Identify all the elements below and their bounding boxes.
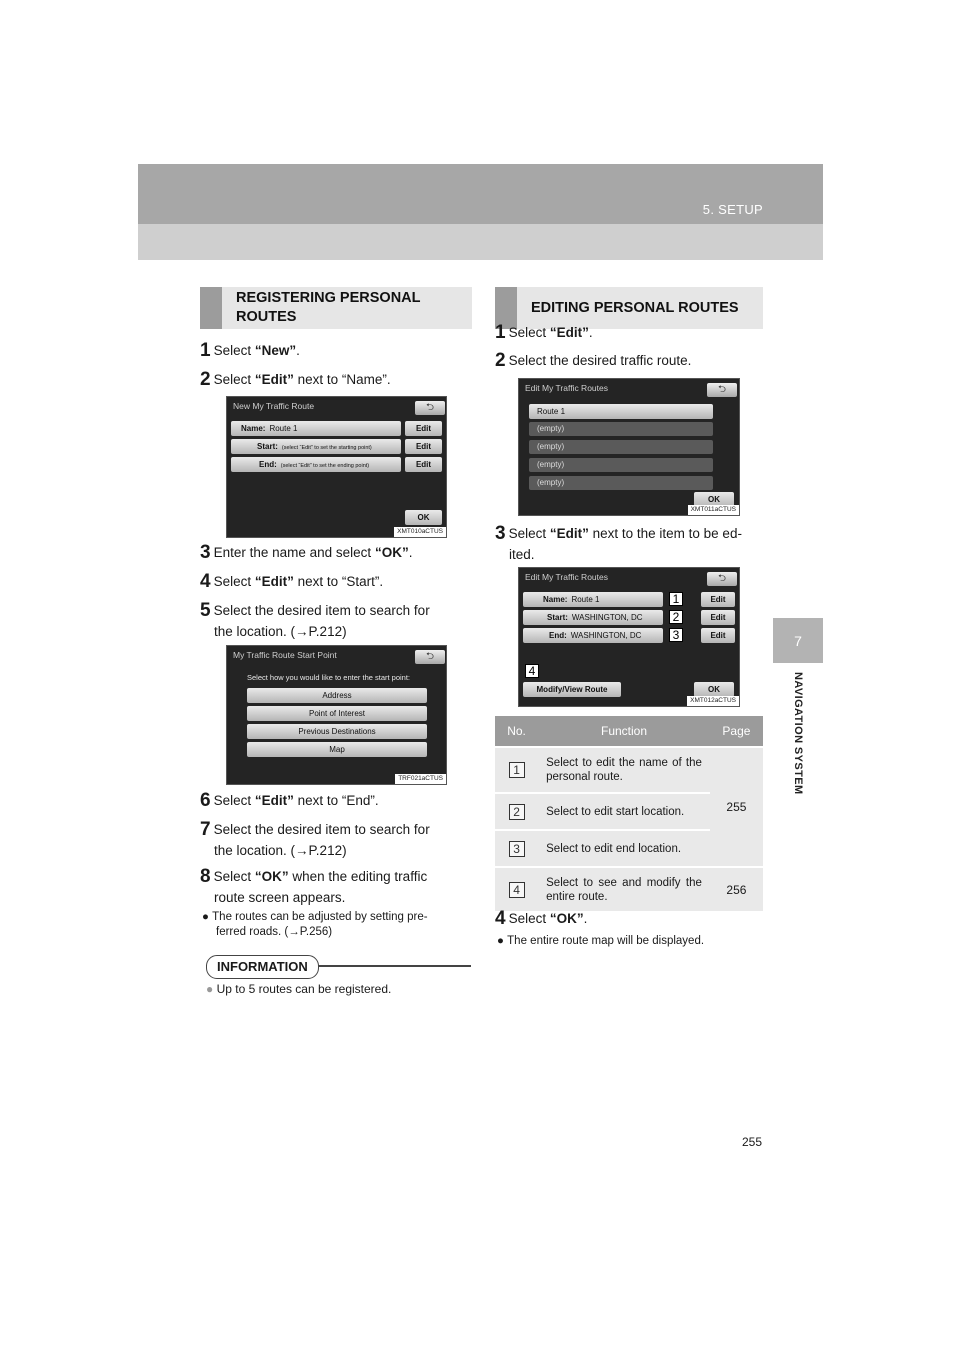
page-cell: 255 bbox=[710, 747, 763, 867]
step-7: 7 Select the desired item to search for the location. (→P.212) bbox=[200, 819, 430, 858]
table-header-row bbox=[495, 716, 763, 747]
figure-code: XMT010aCTUS bbox=[394, 527, 446, 537]
screen-start-point: My Traffic Route Start Point ⮌ Select how you would like to enter the start point: Address Point of Interest Previous Destinations Map TRF021aCTUS bbox=[226, 645, 447, 785]
name-row: Name: Route 1 bbox=[231, 421, 401, 436]
information-label: INFORMATION bbox=[206, 955, 319, 979]
end-row: End: WASHINGTON, DC bbox=[523, 628, 663, 643]
start-row: Start: WASHINGTON, DC bbox=[523, 610, 663, 625]
function-cell: Select to edit end location. bbox=[538, 830, 710, 867]
col-page-header: Page bbox=[710, 716, 763, 747]
screen-edit-route-detail: Edit My Traffic Routes ⮌ Name: Route 1 1 Edit Start: WASHINGTON, DC 2 Edit End: WASHINGTON, DC 3 Edit 4 Modify/View Route OK XMT012aCTUS bbox=[518, 567, 740, 707]
section-title: 5. SETUP bbox=[702, 202, 763, 217]
route-item-1[interactable]: Route 1 bbox=[529, 404, 713, 419]
step-8: 8 Select “OK” when the editing traffic route screen appears. bbox=[200, 866, 428, 905]
edit-end-button[interactable]: Edit bbox=[405, 457, 442, 472]
chapter-tab-label: NAVIGATION SYSTEM bbox=[792, 672, 804, 795]
callout-4: 4 bbox=[525, 664, 539, 678]
section-heading-registering: REGISTERING PERSONAL ROUTES bbox=[200, 287, 472, 329]
section-heading-editing: EDITING PERSONAL ROUTES bbox=[495, 287, 763, 329]
screen-edit-routes-list: Edit My Traffic Routes ⮌ Route 1 (empty) (empty) (empty) (empty) OK XMT011aCTUS bbox=[518, 378, 740, 516]
page-cell: 256 bbox=[710, 867, 763, 911]
step-6: 6 Select “Edit” next to “End”. bbox=[200, 790, 379, 811]
step-3: 3 Enter the name and select “OK”. bbox=[200, 542, 413, 563]
ok-button[interactable]: OK bbox=[694, 682, 734, 697]
prompt-text: Select how you would like to enter the start point: bbox=[247, 673, 411, 682]
col-no-header: No. bbox=[495, 716, 538, 747]
route-item-4[interactable]: (empty) bbox=[529, 458, 713, 472]
ok-button[interactable]: OK bbox=[694, 492, 734, 507]
function-cell: Select to see and modify the entire route. bbox=[538, 867, 710, 911]
edit-start-button[interactable]: Edit bbox=[701, 610, 735, 625]
step-2: 2 Select “Edit” next to “Name”. bbox=[200, 369, 391, 390]
modify-view-route-button[interactable]: Modify/View Route bbox=[523, 682, 621, 697]
header-subband bbox=[138, 224, 823, 260]
step-4: 4 Select “Edit” next to “Start”. bbox=[200, 571, 384, 592]
function-cell: Select to edit the name of the personal route. bbox=[538, 747, 710, 793]
step-r4: 4 Select “OK”. bbox=[495, 908, 588, 929]
start-row: Start: (select “Edit” to set the starting point) bbox=[231, 439, 401, 454]
bullet-icon: ● bbox=[202, 911, 209, 923]
number-box: 4 bbox=[509, 882, 525, 898]
page-number: 255 bbox=[742, 1135, 763, 1149]
function-table bbox=[495, 716, 763, 911]
number-box: 2 bbox=[509, 804, 525, 820]
edit-start-button[interactable]: Edit bbox=[405, 439, 442, 454]
col-function-header: Function bbox=[538, 716, 710, 747]
ok-button[interactable]: OK bbox=[405, 510, 442, 525]
option-previous-destinations[interactable]: Previous Destinations bbox=[247, 724, 427, 739]
back-button[interactable]: ⮌ bbox=[415, 401, 445, 415]
screen-new-traffic-route: New My Traffic Route ⮌ Name: Route 1 Edit Start: (select “Edit” to set the starting point) Edit End: (select “Edit” to set the ending point) Edit OK XMT010aCTUS bbox=[226, 396, 447, 538]
info-text: ● Up to 5 routes can be registered. bbox=[206, 982, 392, 996]
back-button[interactable]: ⮌ bbox=[415, 650, 445, 664]
info-bullet-icon: ● bbox=[206, 982, 214, 996]
bullet-icon: ● bbox=[497, 935, 504, 947]
callout-3: 3 bbox=[669, 628, 683, 642]
option-map[interactable]: Map bbox=[247, 742, 427, 757]
edit-name-button[interactable]: Edit bbox=[701, 592, 735, 607]
number-box: 1 bbox=[509, 762, 525, 778]
function-cell: Select to edit start location. bbox=[538, 793, 710, 830]
option-address[interactable]: Address bbox=[247, 688, 427, 703]
route-item-2[interactable]: (empty) bbox=[529, 422, 713, 436]
chapter-tab-number: 7 bbox=[773, 618, 823, 663]
step-r1: 1 Select “Edit”. bbox=[495, 322, 593, 343]
edit-name-button[interactable]: Edit bbox=[405, 421, 442, 436]
name-row: Name: Route 1 bbox=[523, 592, 663, 607]
route-item-3[interactable]: (empty) bbox=[529, 440, 713, 454]
edit-end-button[interactable]: Edit bbox=[701, 628, 735, 643]
step-r2: 2 Select the desired traffic route. bbox=[495, 350, 692, 371]
step-r3: 3 Select “Edit” next to the item to be ed- ited. bbox=[495, 523, 742, 562]
step-5: 5 Select the desired item to search for the location. (→P.212) bbox=[200, 600, 430, 639]
bullet-note: ● The routes can be adjusted by setting pre- ferred roads. (→P.256) bbox=[202, 911, 428, 938]
route-item-5[interactable]: (empty) bbox=[529, 476, 713, 490]
table-row bbox=[495, 867, 763, 911]
figure-code: TRF021aCTUS bbox=[395, 774, 446, 784]
number-box: 3 bbox=[509, 841, 525, 857]
callout-2: 2 bbox=[669, 610, 683, 624]
back-button[interactable]: ⮌ bbox=[707, 383, 737, 397]
table-row bbox=[495, 747, 763, 793]
figure-code: XMT011aCTUS bbox=[688, 505, 739, 515]
callout-1: 1 bbox=[669, 592, 683, 606]
option-poi[interactable]: Point of Interest bbox=[247, 706, 427, 721]
end-row: End: (select “Edit” to set the ending point) bbox=[231, 457, 401, 472]
back-button[interactable]: ⮌ bbox=[707, 572, 737, 586]
bullet-note-right: ● The entire route map will be displayed. bbox=[497, 935, 705, 947]
step-1: 1 Select “New”. bbox=[200, 340, 300, 361]
figure-code: XMT012aCTUS bbox=[687, 696, 739, 706]
